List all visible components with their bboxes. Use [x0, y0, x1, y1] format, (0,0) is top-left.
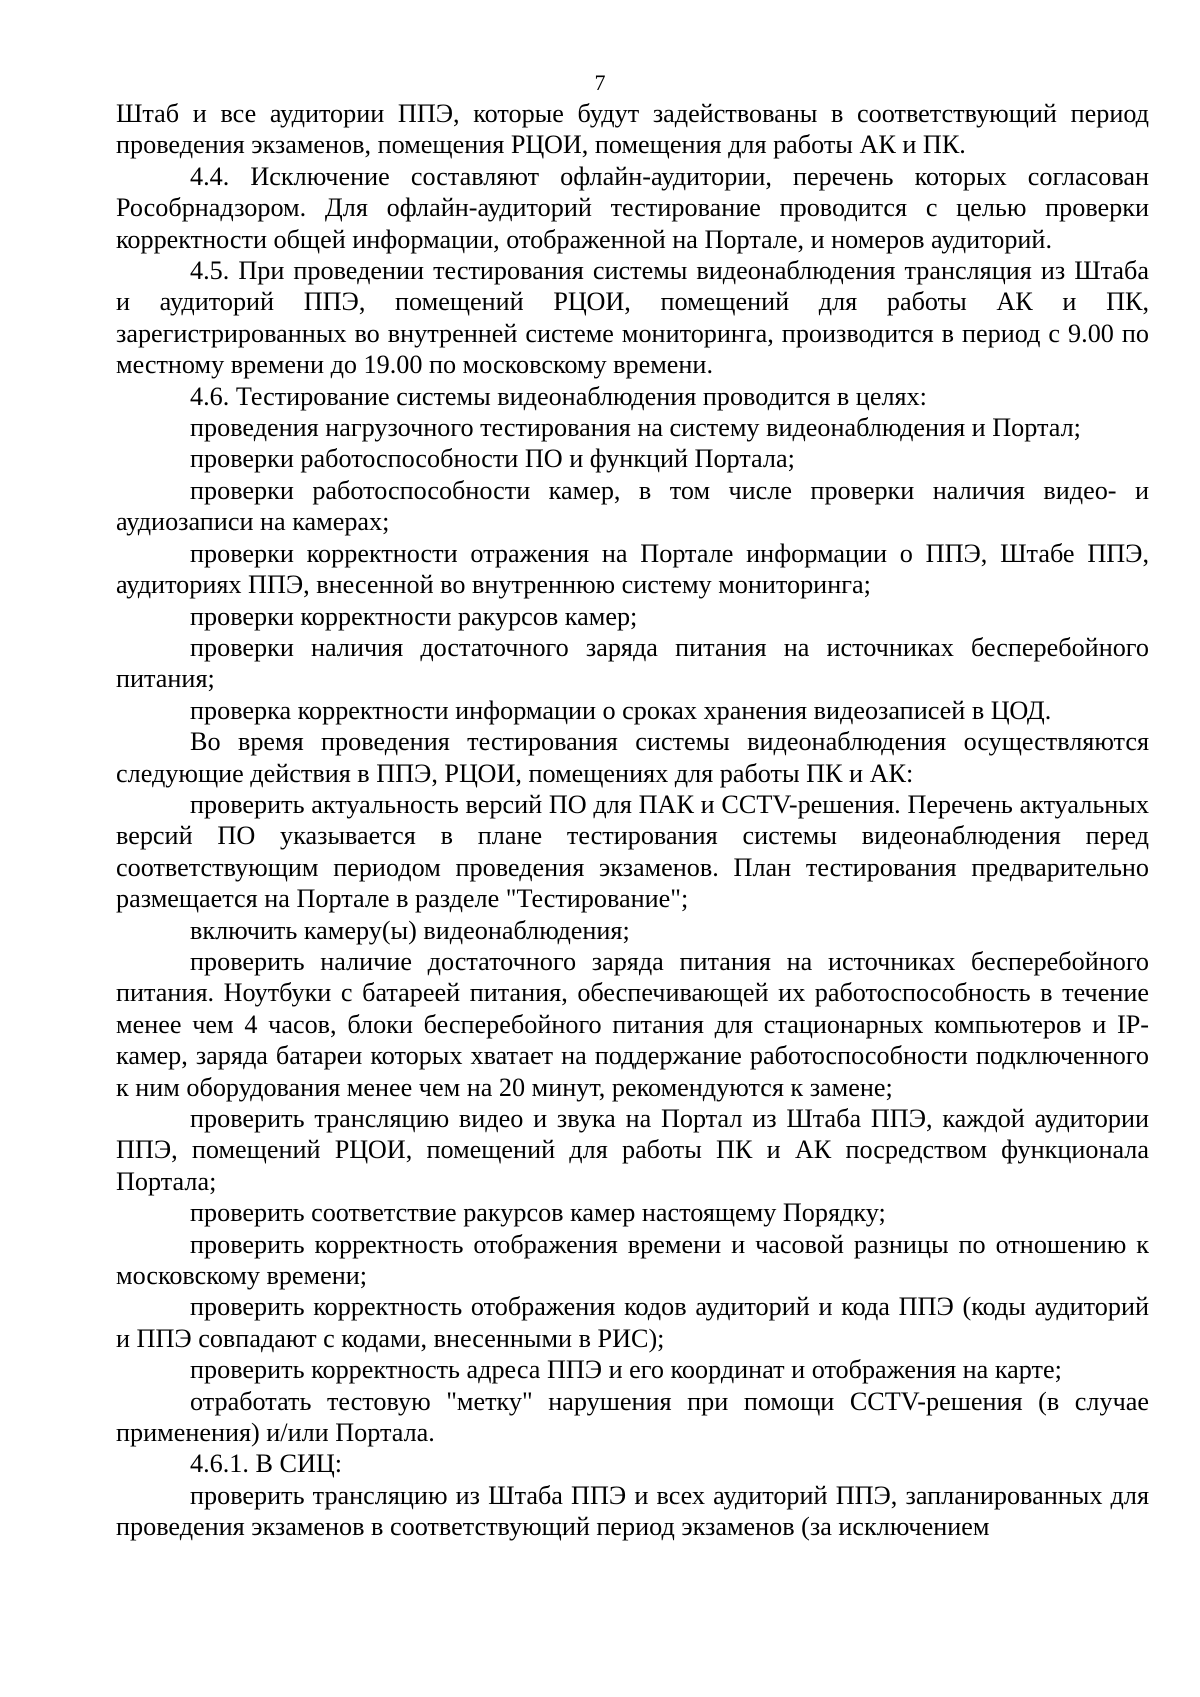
paragraph: отработать тестовую "метку" нарушения при помощи CCTV-решения (в случае применения) и/или Портала. [116, 1386, 1149, 1448]
paragraph: проверить актуальность версий ПО для ПАК и CCTV-решения. Перечень актуальных версий ПО указывается в плане тестирования системы видеонаблюдения перед соответствующим периодом проведения экзаменов. План тестирования предварительно размещается на Портале в разделе "Тестирование"; [116, 789, 1149, 914]
paragraph: проверить трансляцию из Штаба ППЭ и всех аудиторий ППЭ, запланированных для проведения экзаменов в соответствующий период экзаменов (за исключением [116, 1480, 1149, 1542]
paragraph: Во время проведения тестирования системы видеонаблюдения осуществляются следующие действия в ППЭ, РЦОИ, помещениях для работы ПК и АК: [116, 727, 1149, 788]
paragraph: проверить корректность отображения кодов аудиторий и кода ППЭ (коды аудиторий и ППЭ совпадают с кодами, внесенными в РИС); [116, 1292, 1149, 1353]
paragraph: 4.4. Исключение составляют офлайн-аудитории, перечень которых согласован Рособрнадзором. Для офлайн-аудиторий тестирование проводится с целью проверки корректности общей информации, отображенной на Портале, и номеров аудиторий. [116, 161, 1149, 254]
paragraph: проверить наличие достаточного заряда питания на источниках бесперебойного питания. Ноутбуки с батареей питания, обеспечивающей их работоспособность в течение менее чем 4 часов, блоки бесперебойного питания для стационарных компьютеров и IP-камер, заряда батареи которых хватает на поддержание работоспособности подключенного к ним оборудования менее чем на 20 минут, рекомендуются к замене; [116, 946, 1149, 1102]
paragraph: проверки работоспособности ПО и функций Портала; [190, 444, 795, 474]
paragraph: 4.5. При проведении тестирования системы видеонаблюдения трансляция из Штаба и аудиторий ППЭ, помещений РЦОИ, помещений для работы АК и ПК, зарегистрированных во внутренней системе мониторинга, производится в период с 9.00 по местному времени до 19.00 по московскому времени. [116, 256, 1149, 380]
page-number: 7 [594, 70, 606, 95]
document-body [116, 98, 1149, 1543]
paragraph: проверить корректность отображения времени и часовой разницы по отношению к московскому времени; [116, 1229, 1149, 1291]
paragraph: проверка корректности информации о сроках хранения видеозаписей в ЦОД. [190, 695, 1052, 725]
paragraph: проверить корректность адреса ППЭ и его координат и отображения на карте; [190, 1355, 1062, 1385]
paragraph: проверки корректности ракурсов камер; [190, 601, 638, 631]
paragraph: проверить соответствие ракурсов камер настоящему Порядку; [190, 1198, 886, 1228]
paragraph: проведения нагрузочного тестирования на систему видеонаблюдения и Портал; [190, 413, 1081, 443]
paragraph: включить камеру(ы) видеонаблюдения; [190, 915, 630, 945]
paragraph: 4.6.1. В СИЦ: [190, 1449, 343, 1479]
paragraph: проверки корректности отражения на Портале информации о ППЭ, Штабе ППЭ, аудиториях ППЭ, внесенной во внутреннюю систему мониторинга; [116, 538, 1149, 600]
paragraph: проверить трансляцию видео и звука на Портал из Штаба ППЭ, каждой аудитории ППЭ, помещений РЦОИ, помещений для работы ПК и АК посредством функционала Портала; [116, 1104, 1149, 1196]
paragraph: проверки наличия достаточного заряда питания на источниках бесперебойного питания; [116, 632, 1149, 694]
paragraph: Штаб и все аудитории ППЭ, которые будут задействованы в соответствующий период проведения экзаменов, помещения РЦОИ, помещения для работы АК и ПК. [116, 99, 1149, 160]
paragraph: проверки работоспособности камер, в том числе проверки наличия видео- и аудиозаписи на камерах; [116, 475, 1149, 537]
paragraph: 4.6. Тестирование системы видеонаблюдения проводится в целях: [190, 381, 927, 411]
